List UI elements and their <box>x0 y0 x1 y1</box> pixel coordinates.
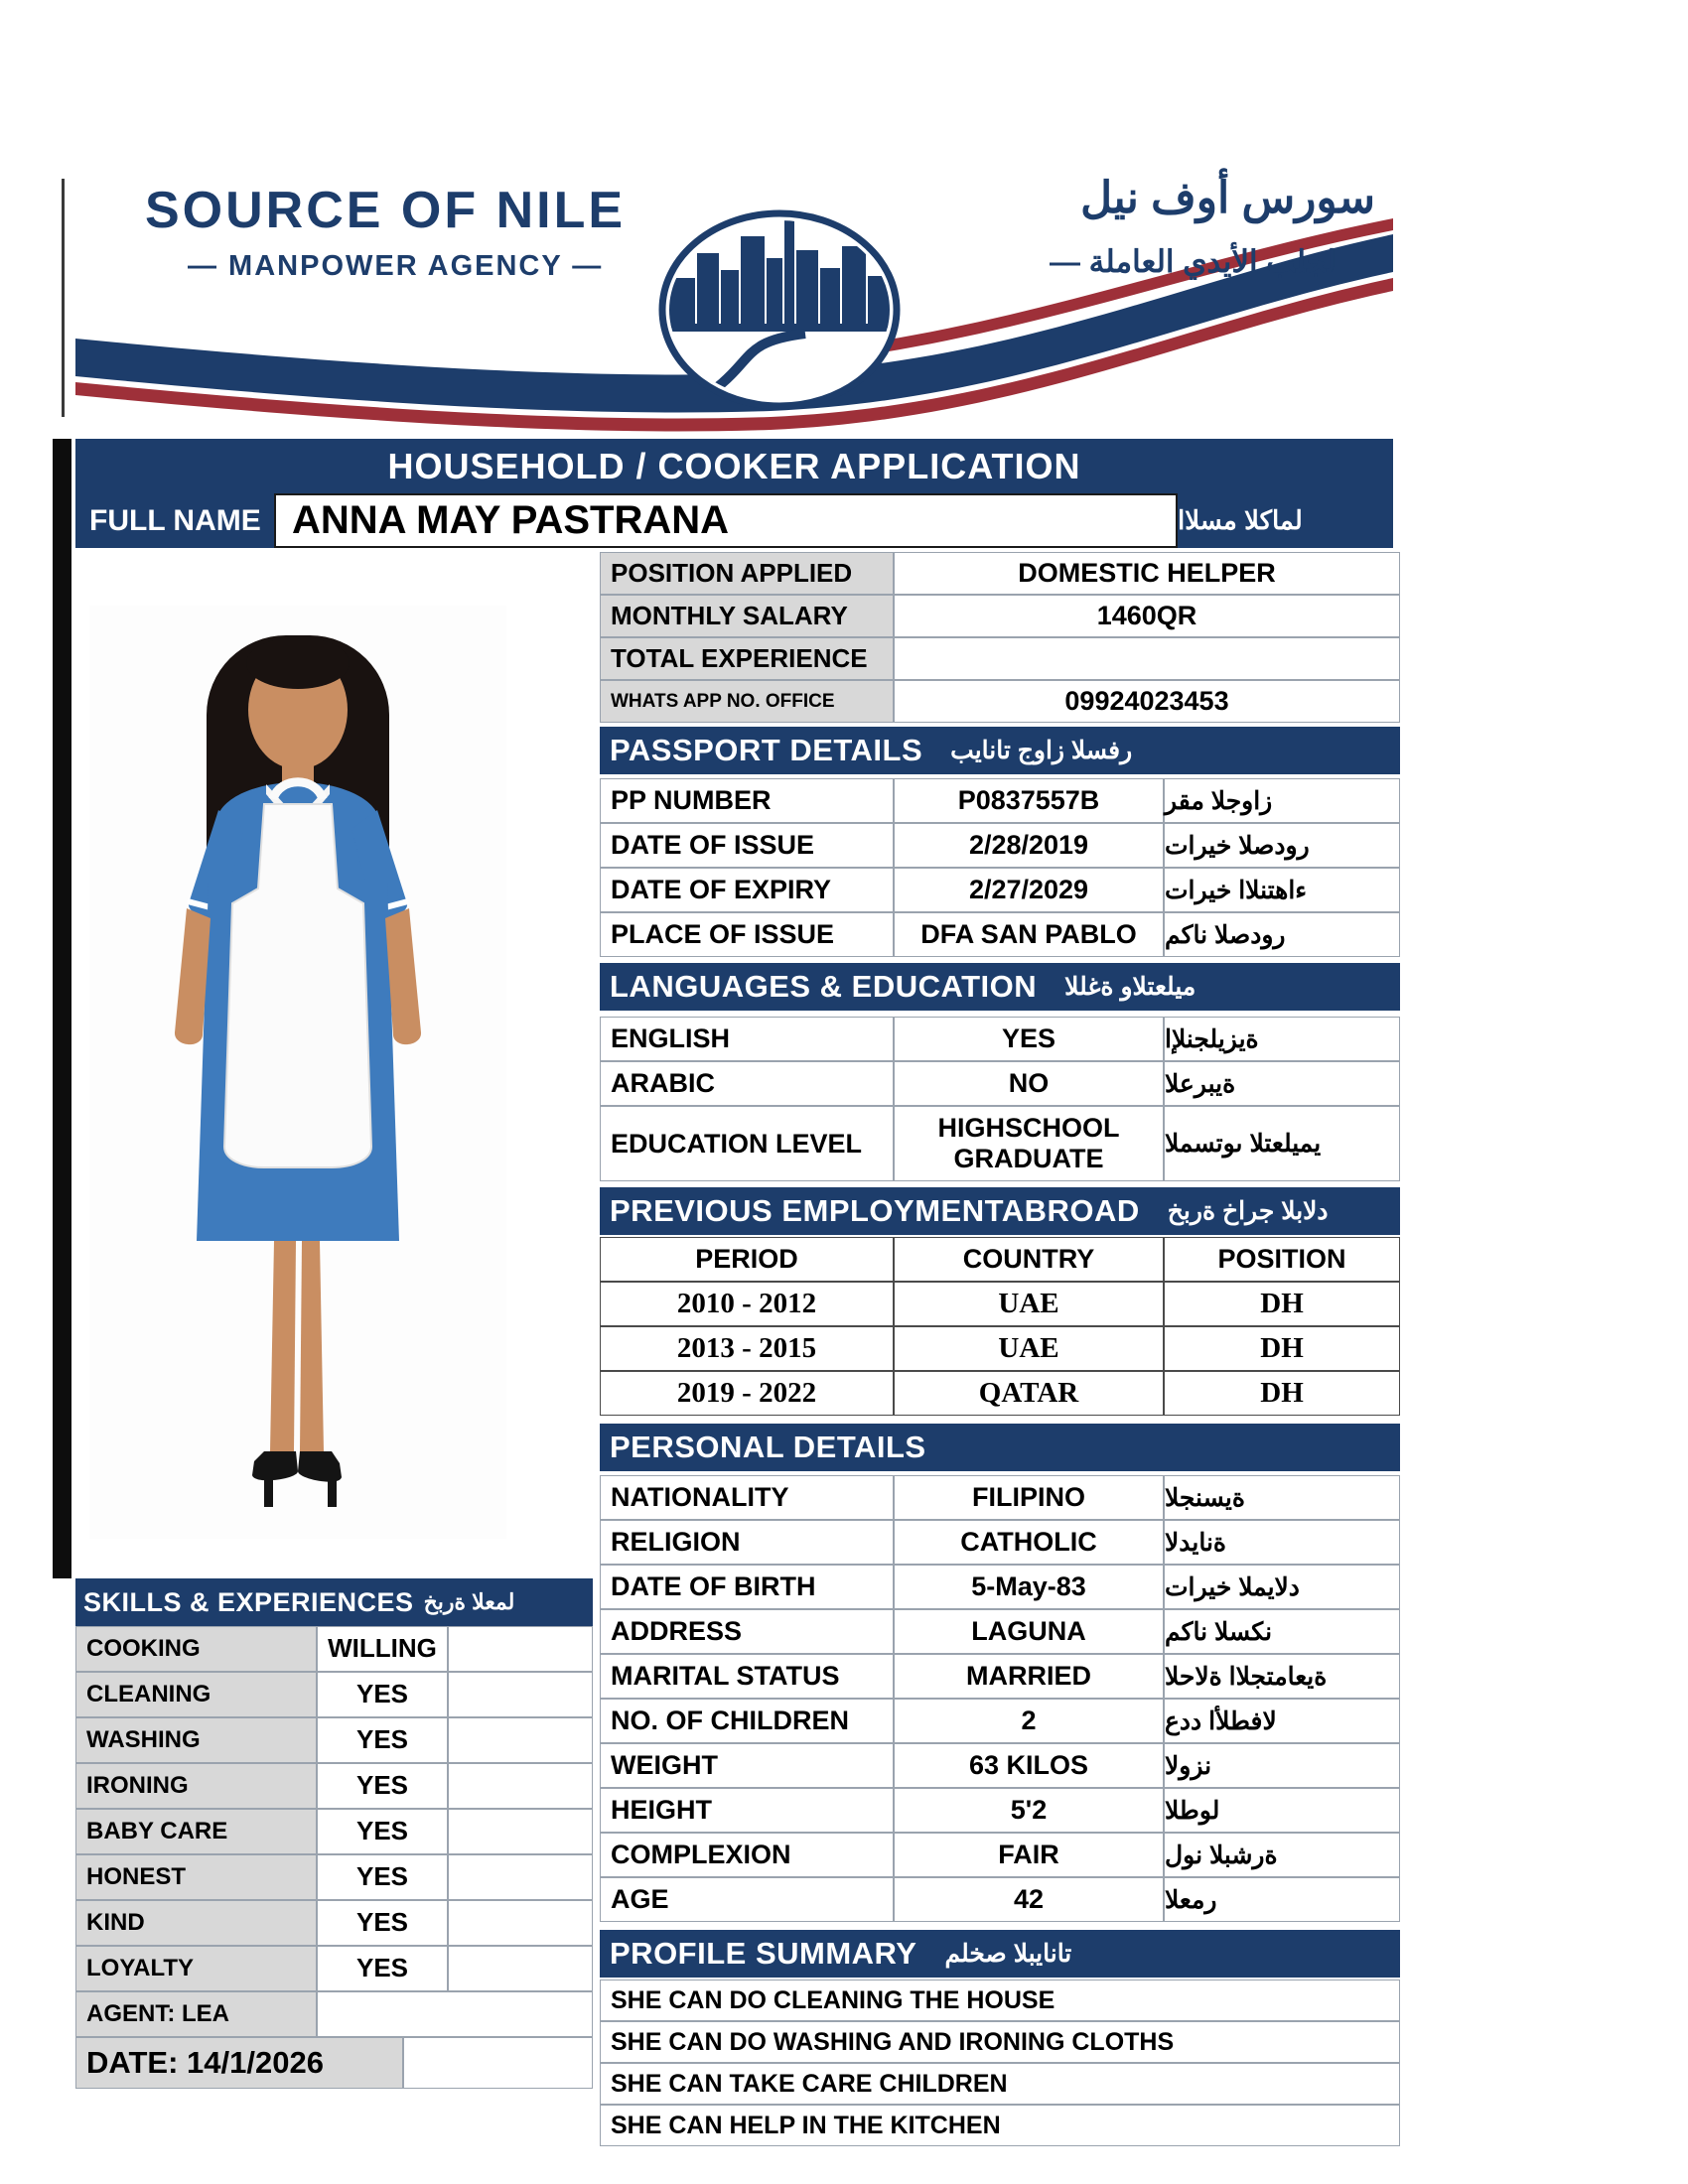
skill-value: YES <box>317 1946 448 1991</box>
empty-cell <box>448 1946 593 1991</box>
date-of-birth-row <box>600 1565 1400 1609</box>
field-label: EDUCATION LEVEL <box>600 1106 894 1181</box>
section-title-ar: دلابلا جراخ ةربخ <box>1167 1197 1329 1225</box>
field-label: ARABIC <box>600 1061 894 1106</box>
empty-cell <box>448 1900 593 1946</box>
field-label: POSITION APPLIED <box>600 552 894 595</box>
agency-name-en: SOURCE OF NILE <box>145 182 627 239</box>
section-title-ar: رفسلا زاوج تانايب <box>950 737 1133 764</box>
complexion-row <box>600 1833 1400 1877</box>
field-value: 1460QR <box>894 595 1400 637</box>
skills-section-header <box>75 1578 593 1626</box>
field-label-ar: ةيزيلجنلإا <box>1164 1017 1400 1061</box>
country-cell: QATAR <box>894 1371 1164 1416</box>
skill-value: YES <box>317 1854 448 1900</box>
field-label-ar: ءاهتنلاا خيرات <box>1164 868 1400 912</box>
column-header: PERIOD <box>600 1237 894 1282</box>
section-title: LANGUAGES & EDUCATION <box>610 969 1038 1004</box>
field-label-ar: نزولا <box>1164 1743 1400 1788</box>
field-label: WHATS APP NO. OFFICE <box>600 680 894 723</box>
field-value: DOMESTIC HELPER <box>894 552 1400 595</box>
country-cell: UAE <box>894 1282 1164 1326</box>
applicant-photo <box>89 606 506 1539</box>
profile-line <box>600 2021 1400 2063</box>
section-title: PASSPORT DETAILS <box>610 733 923 767</box>
position-cell: DH <box>1164 1282 1400 1326</box>
field-label: PLACE OF ISSUE <box>600 912 894 957</box>
section-title: PROFILE SUMMARY <box>610 1936 917 1971</box>
applicant-figure-icon <box>89 606 506 1539</box>
field-value <box>894 637 1400 680</box>
agency-name-ar: سورس أوف نيل <box>1080 174 1375 222</box>
field-value: 2/27/2029 <box>894 868 1164 912</box>
field-label: DATE OF EXPIRY <box>600 868 894 912</box>
section-title: PERSONAL DETAILS <box>610 1430 926 1464</box>
field-label: MONTHLY SALARY <box>600 595 894 637</box>
full-name-label-ar: لماكلا مسلاا <box>1178 493 1393 548</box>
field-label: AGE <box>600 1877 894 1922</box>
empty-cell <box>448 1763 593 1809</box>
skill-label: LOYALTY <box>75 1946 317 1991</box>
skill-label: KIND <box>75 1900 317 1946</box>
field-value: YES <box>894 1017 1164 1061</box>
skill-row <box>75 1626 593 1672</box>
employment-row <box>600 1326 1400 1371</box>
position-applied-row <box>600 552 1400 595</box>
skill-label: WASHING <box>75 1717 317 1763</box>
skill-value: YES <box>317 1900 448 1946</box>
header-left-rule <box>62 179 65 417</box>
skill-value: YES <box>317 1717 448 1763</box>
skill-row <box>75 1946 593 1991</box>
period-cell: 2013 - 2015 <box>600 1326 894 1371</box>
children-row <box>600 1699 1400 1743</box>
section-title: PREVIOUS EMPLOYMENTABROAD <box>610 1193 1140 1228</box>
whatsapp-row <box>600 680 1400 723</box>
date-of-issue-row <box>600 823 1400 868</box>
profile-section-header <box>600 1930 1400 1978</box>
full-name-row <box>75 493 1393 548</box>
field-label-ar: ةيبرعلا <box>1164 1061 1400 1106</box>
document-title: HOUSEHOLD / COOKER APPLICATION <box>75 439 1393 493</box>
field-label-ar: ةيعامتجلاا ةلاحلا <box>1164 1654 1400 1699</box>
field-value: 09924023453 <box>894 680 1400 723</box>
full-name-value: ANNA MAY PASTRANA <box>274 493 1178 548</box>
skill-row <box>75 1717 593 1763</box>
field-label-ar: ةيسنجلا <box>1164 1475 1400 1520</box>
empty-cell <box>403 2037 593 2089</box>
field-value: CATHOLIC <box>894 1520 1164 1565</box>
monthly-salary-row <box>600 595 1400 637</box>
profile-text: SHE CAN DO CLEANING THE HOUSE <box>600 1979 1400 2021</box>
field-value: P0837557B <box>894 778 1164 823</box>
weight-row <box>600 1743 1400 1788</box>
agency-tagline-ar: — لجلب الأيدي العاملة — <box>1049 244 1375 279</box>
field-value: HIGHSCHOOL GRADUATE <box>894 1106 1164 1181</box>
field-label: MARITAL STATUS <box>600 1654 894 1699</box>
field-value: 2/28/2019 <box>894 823 1164 868</box>
period-cell: 2010 - 2012 <box>600 1282 894 1326</box>
field-label: HEIGHT <box>600 1788 894 1833</box>
field-label: DATE OF ISSUE <box>600 823 894 868</box>
skill-value: YES <box>317 1672 448 1717</box>
employment-section-header <box>600 1187 1400 1235</box>
field-value: LAGUNA <box>894 1609 1164 1654</box>
profile-text: SHE CAN DO WASHING AND IRONING CLOTHS <box>600 2021 1400 2063</box>
application-details <box>600 552 1400 2146</box>
empty-cell <box>448 1809 593 1854</box>
field-value: 63 KILOS <box>894 1743 1164 1788</box>
religion-row <box>600 1520 1400 1565</box>
skill-label: IRONING <box>75 1763 317 1809</box>
field-label: ADDRESS <box>600 1609 894 1654</box>
field-label-ar: رودصلا ناكم <box>1164 912 1400 957</box>
skill-row <box>75 1809 593 1854</box>
period-cell: 2019 - 2022 <box>600 1371 894 1416</box>
age-row <box>600 1877 1400 1922</box>
field-value: DFA SAN PABLO <box>894 912 1164 957</box>
agent-row <box>75 1991 593 2037</box>
field-label: PP NUMBER <box>600 778 894 823</box>
field-label-ar: ةرشبلا نول <box>1164 1833 1400 1877</box>
field-label: NATIONALITY <box>600 1475 894 1520</box>
field-label: WEIGHT <box>600 1743 894 1788</box>
passport-section-header <box>600 727 1400 774</box>
employment-row <box>600 1371 1400 1416</box>
skills-section <box>75 1578 593 2089</box>
languages-section-header <box>600 963 1400 1011</box>
column-header: POSITION <box>1164 1237 1400 1282</box>
skill-value: YES <box>317 1763 448 1809</box>
date-of-expiry-row <box>600 868 1400 912</box>
employment-table-header <box>600 1237 1400 1282</box>
section-title-ar: تانايبلا صخلم <box>944 1940 1072 1968</box>
section-title-ar: لمعلا ةربخ <box>423 1589 515 1614</box>
position-cell: DH <box>1164 1326 1400 1371</box>
profile-line <box>600 2063 1400 2105</box>
personal-section-header <box>600 1424 1400 1471</box>
pp-number-row <box>600 778 1400 823</box>
profile-line <box>600 1979 1400 2021</box>
agency-tagline-en: — MANPOWER AGENCY — <box>188 250 604 282</box>
field-label-ar: ةنايدلا <box>1164 1520 1400 1565</box>
field-label: COMPLEXION <box>600 1833 894 1877</box>
country-cell: UAE <box>894 1326 1164 1371</box>
profile-text: SHE CAN HELP IN THE KITCHEN <box>600 2105 1400 2146</box>
field-value: 2 <box>894 1699 1164 1743</box>
field-label-ar: نكسلا ناكم <box>1164 1609 1400 1654</box>
left-black-strip <box>53 439 71 1578</box>
arabic-row <box>600 1061 1400 1106</box>
field-label: ENGLISH <box>600 1017 894 1061</box>
address-row <box>600 1609 1400 1654</box>
date-label: DATE: 14/1/2026 <box>75 2037 403 2089</box>
empty-cell <box>448 1626 593 1672</box>
skill-label: COOKING <box>75 1626 317 1672</box>
profile-line <box>600 2105 1400 2146</box>
skill-row <box>75 1672 593 1717</box>
place-of-issue-row <box>600 912 1400 957</box>
position-cell: DH <box>1164 1371 1400 1416</box>
employment-row <box>600 1282 1400 1326</box>
agency-header <box>75 159 1393 439</box>
section-title-ar: ميلعتلاو ةغللا <box>1064 973 1196 1001</box>
skill-row <box>75 1900 593 1946</box>
skill-value: YES <box>317 1809 448 1854</box>
total-experience-row <box>600 637 1400 680</box>
english-row <box>600 1017 1400 1061</box>
skill-row <box>75 1854 593 1900</box>
empty-cell <box>448 1717 593 1763</box>
agent-label: AGENT: LEA <box>75 1991 317 2037</box>
field-label-ar: رمعلا <box>1164 1877 1400 1922</box>
field-label-ar: رودصلا خيرات <box>1164 823 1400 868</box>
skill-label: BABY CARE <box>75 1809 317 1854</box>
empty-cell <box>448 1854 593 1900</box>
field-value: FAIR <box>894 1833 1164 1877</box>
skill-value: WILLING <box>317 1626 448 1672</box>
field-value: MARRIED <box>894 1654 1164 1699</box>
field-value: 5'2 <box>894 1788 1164 1833</box>
field-label: NO. OF CHILDREN <box>600 1699 894 1743</box>
field-value: NO <box>894 1061 1164 1106</box>
full-name-label: FULL NAME <box>75 493 274 548</box>
field-label: RELIGION <box>600 1520 894 1565</box>
empty-cell <box>448 1672 593 1717</box>
field-label-ar: دلايملا خيرات <box>1164 1565 1400 1609</box>
field-label-ar: يميلعتلا ىوتسملا <box>1164 1106 1400 1181</box>
skill-label: CLEANING <box>75 1672 317 1717</box>
marital-status-row <box>600 1654 1400 1699</box>
height-row <box>600 1788 1400 1833</box>
field-value: 5-May-83 <box>894 1565 1164 1609</box>
field-value: FILIPINO <box>894 1475 1164 1520</box>
skill-label: HONEST <box>75 1854 317 1900</box>
column-header: COUNTRY <box>894 1237 1164 1282</box>
field-label: DATE OF BIRTH <box>600 1565 894 1609</box>
profile-text: SHE CAN TAKE CARE CHILDREN <box>600 2063 1400 2105</box>
nationality-row <box>600 1475 1400 1520</box>
field-value: 42 <box>894 1877 1164 1922</box>
skill-row <box>75 1763 593 1809</box>
field-label-ar: زاوجلا مقر <box>1164 778 1400 823</box>
field-label-ar: لافطلأا ددع <box>1164 1699 1400 1743</box>
education-level-row <box>600 1106 1400 1181</box>
field-label: TOTAL EXPERIENCE <box>600 637 894 680</box>
date-row <box>75 2037 593 2089</box>
empty-cell <box>317 1991 593 2037</box>
section-title: SKILLS & EXPERIENCES <box>83 1586 414 1617</box>
field-label-ar: لوطلا <box>1164 1788 1400 1833</box>
